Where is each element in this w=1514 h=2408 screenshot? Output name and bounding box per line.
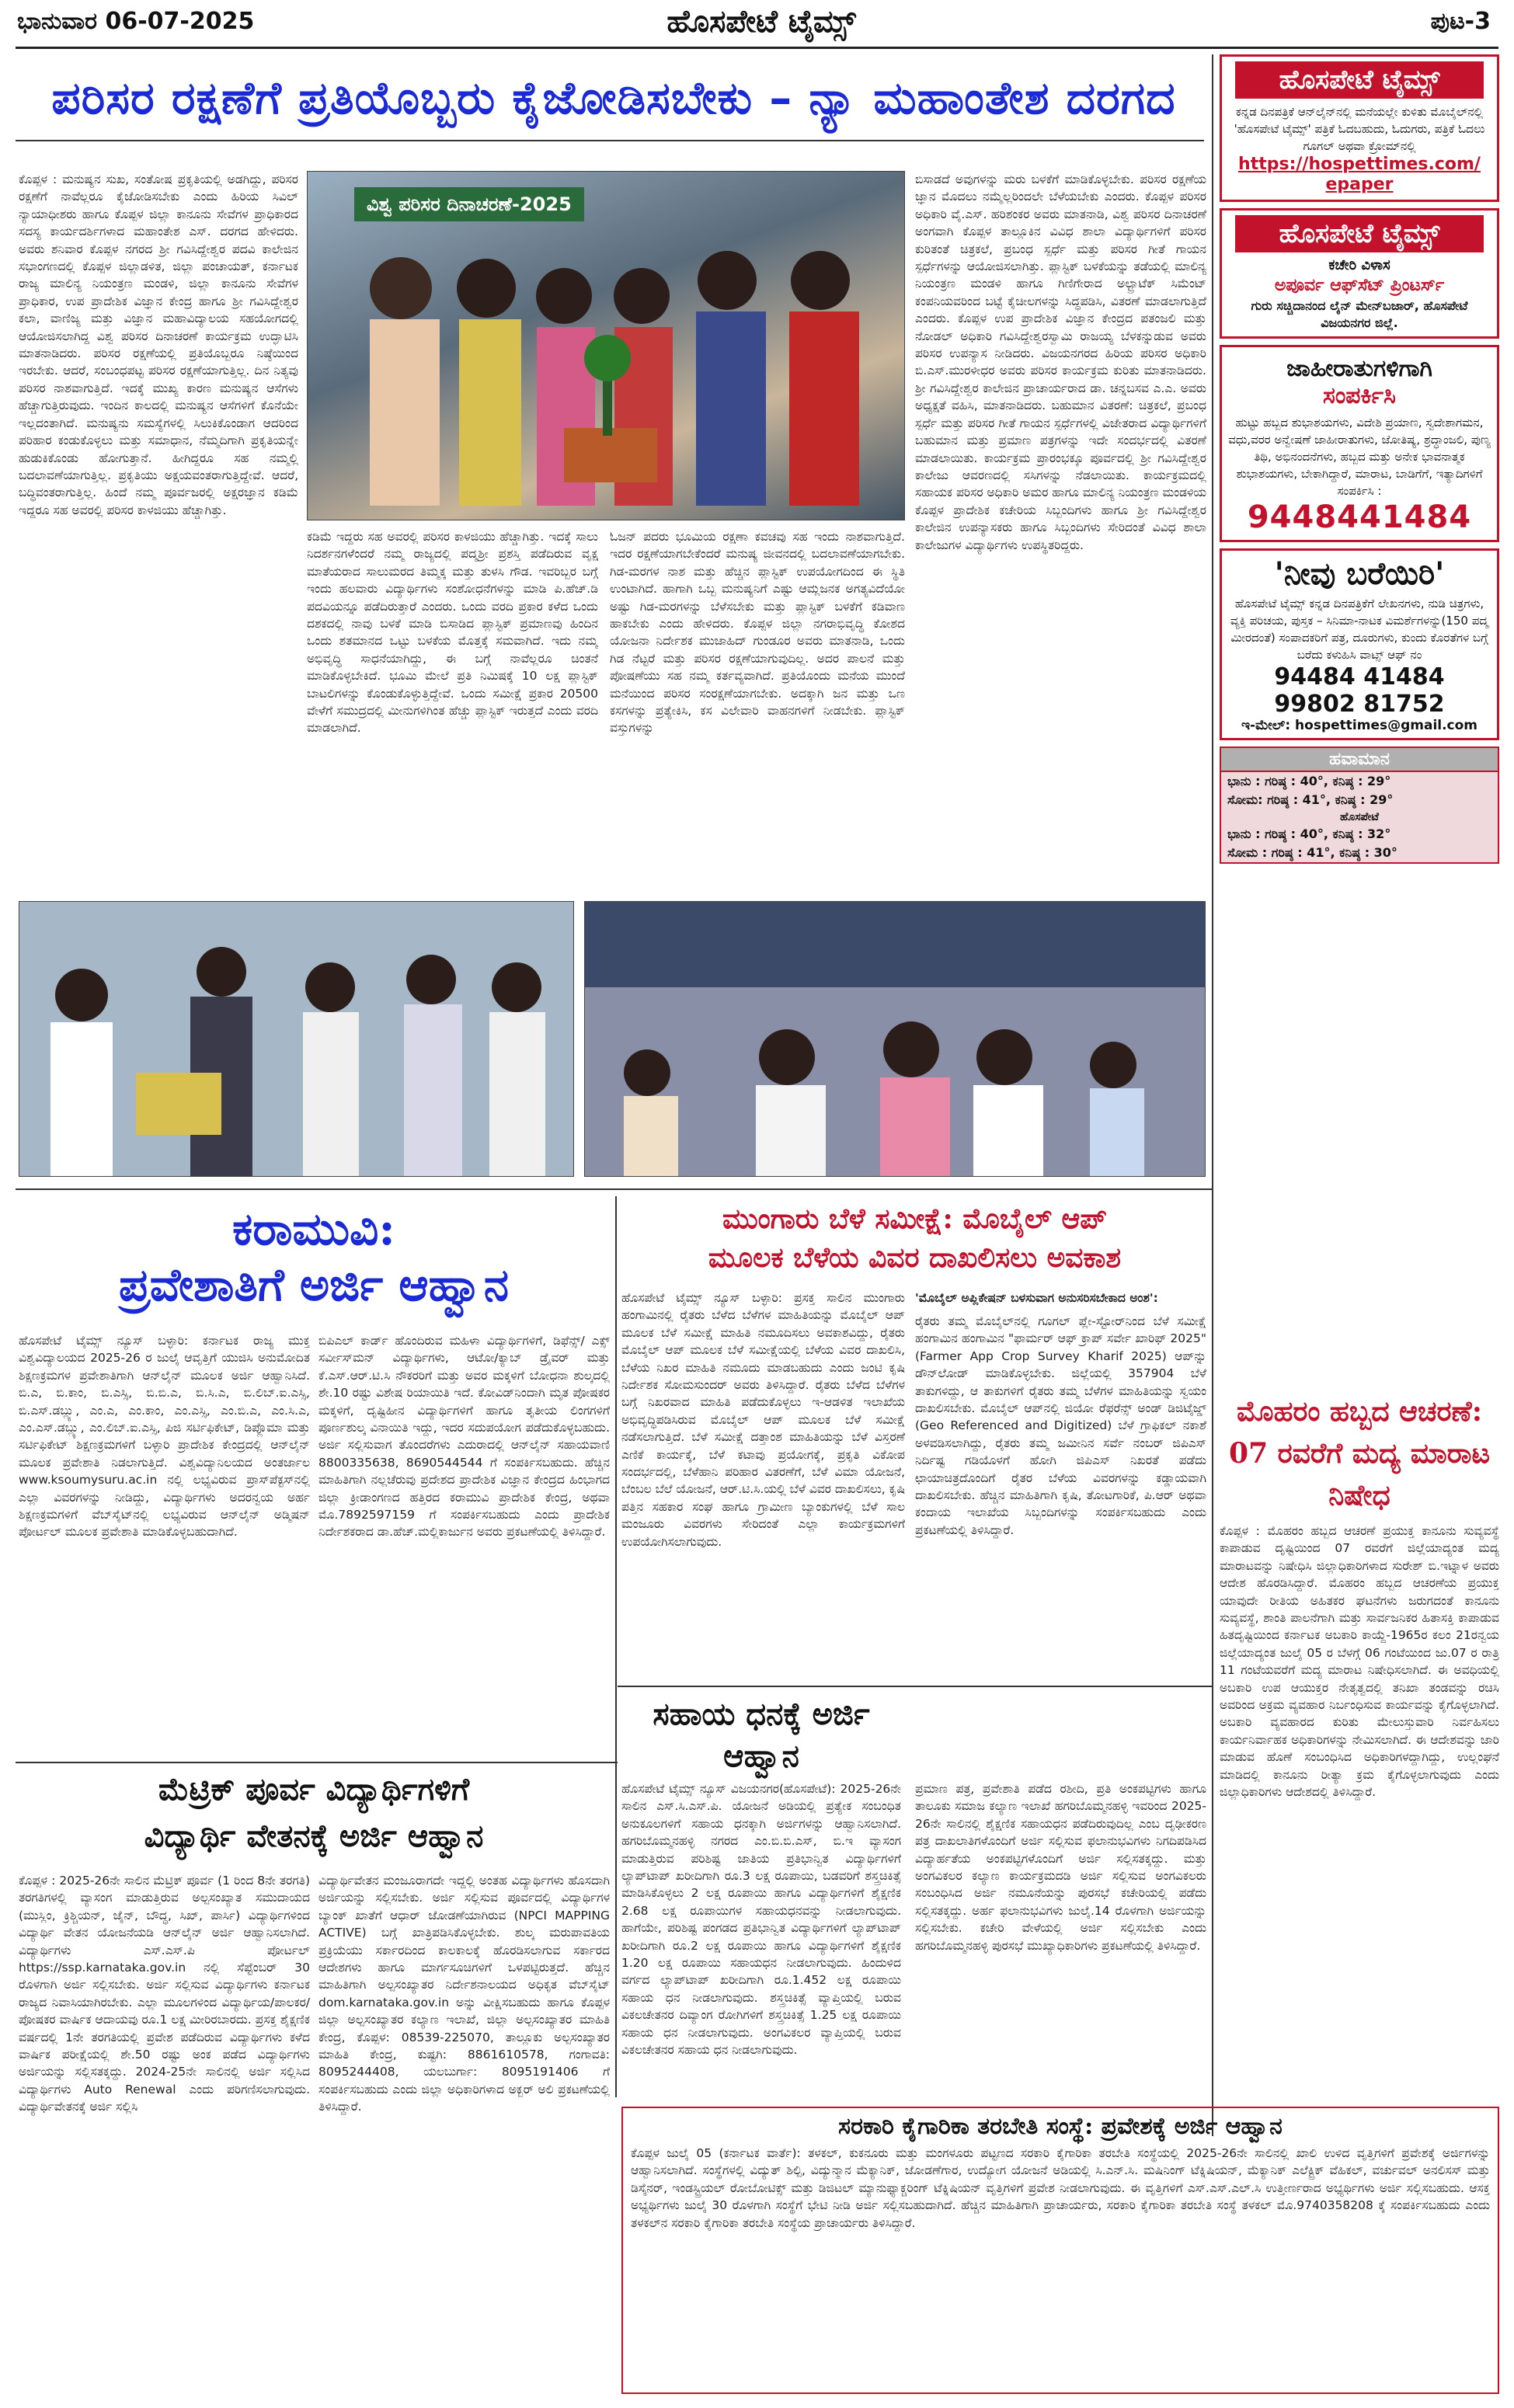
weather-row-2: ಸೋಮ: ಗರಿಷ್ಠ : 41°, ಕನಿಷ್ಠ : 29° (1227, 792, 1394, 807)
metric-title-1: ಮೆಟ್ರಿಕ್ ಪೂರ್ವ ವಿದ್ಯಾರ್ಥಿಗಳಿಗೆ (158, 1771, 470, 1808)
ksou-col-2: ಬಿಪಿಎಲ್ ಕಾರ್ಡ್ ಹೊಂದಿರುವ ಮಹಿಳಾ ವಿದ್ಯಾರ್ಥಿಗಳಿಗೆ, ಡಿಫೆನ್ಸ್/ ಎಕ್ಸ್ ಸರ್ವೀಸ್‌ಮನ್ ವಿದ್ಯಾರ್ಥಿಗಳು, ಆಟೋ/ಕ್ಯಾಬ್ ಡ್ರೈವರ್ ಮತ್ತು ಕೆ.ಎಸ್.ಆರ್.ಟಿ.ಸಿ ನೌಕರರಿಗೆ ಮತ್ತು ಅವರ ಮಕ್ಕಳಿಗೆ ಬೋಧನಾ ಶುಲ್ಕದಲ್ಲಿ ಶೇ.10 ರಷ್ಟು ವಿಶೇಷ ರಿಯಾಯಿತಿ ಇದೆ. ಕೋವಿಡ್‌ನಿಂದಾಗಿ ಮೃತ ಪೋಷಕರ ಮಕ್ಕಳಿಗೆ, ದೃಷ್ಟಿಹೀನ ವಿದ್ಯಾರ್ಥಿಗಳಿಗೆ ಹಾಗೂ ತೃತೀಯ ಲಿಂಗಗಳಿಗೆ ಪೂರ್ಣಶುಲ್ಕ ವಿನಾಯಿತಿ ಇದ್ದು, ಇದರ ಸದುಪಯೋಗ ಪಡೆದುಕೊಳ್ಳಬಹುದು. ಅರ್ಜಿ ಸಲ್ಲಿಸುವಾಗ ತೊಂದರೆಗಳು ಎದುರಾದಲ್ಲಿ ಆನ್‌ಲೈನ್ ಸಹಾಯವಾಣಿ 8800335638, 8690544544 ಗೆ ಸಂಪರ್ಕಿಸಬಹುದು. ಹೆಚ್ಚಿನ ಮಾಹಿತಿಗಾಗಿ ನಲ್ಲಚೆರುವು ಪ್ರದೇಶದ ಪ್ರಾದೇಶಿಕ ವಿಜ್ಞಾನ ಕೇಂದ್ರದ ಹಿಂಭಾಗದ ಜಿಲ್ಲಾ ಕ್ರೀಡಾಂಗಣದ ಹತ್ತಿರದ ಕರಾಮುವಿ ಪ್ರಾದೇಶಿಕ ಕೇಂದ್ರ, ಅಥವಾ ಮೊ.7892597159 ಗೆ ಸಂಪರ್ಕಿಸಬಹುದು ಎಂದು ಪ್ರಾದೇಶಿಕ ನಿರ್ದೇಶಕರಾದ ಡಾ.ಹೆಚ್.ಮಲ್ಲಿಕಾರ್ಜುನ ಅವರು ಪ್ರಕಟಣೆಯಲ್ಲಿ ತಿಳಿಸಿದ್ದಾರೆ. (318, 1334, 610, 1540)
write-to-us-box (1220, 548, 1499, 740)
sarkari-title: ಸರಕಾರಿ ಕೈಗಾರಿಕಾ ತರಬೇತಿ ಸಂಸ್ಥೆ: ಪ್ರವೇಶಕ್ಕೆ ಅರ್ಜಿ ಆಹ್ವಾನ (838, 2113, 1283, 2140)
newspaper-title: ಹೊಸಪೇಟೆ ಟೈಮ್ಸ್ (667, 3, 856, 40)
office-label: ಕಚೇರಿ ವಿಳಾಸ (1328, 257, 1390, 273)
sidebar (1220, 54, 1499, 868)
office-address: ಗುರು ಸಚ್ಚಿದಾನಂದ ಲೈನ್ ಮೇನ್‌ಬಜಾರ್, ಹೊಸಪೇಟೆ ವಿಜಯನಗರ ಜಿಲ್ಲೆ. (1251, 298, 1468, 330)
write-text: ಹೊಸಪೇಟೆ ಟೈಮ್ಸ್ ಕನ್ನಡ ದಿನಪತ್ರಿಕೆಗೆ ಲೇಖನಗಳು, ನುಡಿ ಚಿತ್ರಗಳು, ವ್ಯಕ್ತಿ ಪರಿಚಯ, ಪುಸ್ತಕ – ಸಿನಿಮಾ-ನಾಟಕ ವಿಮರ್ಶೆಗಳನ್ನು(150 ಪದ್ಮ ಮೀರದಂತೆ) ಸಂಪಾದಕರಿಗೆ ಪತ್ರ, ದೂರುಗಳು, ಕುಂದು ಕೊರತೆಗಳ ಬಗ್ಗೆ ಬರೆದು ಕಳುಹಿಸಿ ವಾಟ್ಸ್ ಆಫ್ ನಂ (1230, 597, 1489, 662)
weather-title: ಹವಾಮಾನ (1221, 748, 1498, 772)
epaper-link[interactable]: https://hospettimes.com/ epaper (1238, 155, 1481, 194)
ksou-col-1: ಹೊಸಪೇಟೆ ಟೈಮ್ಸ್ ನ್ಯೂಸ್ ಬಳ್ಳಾರಿ: ಕರ್ನಾಟಕ ರಾಜ್ಯ ಮುಕ್ತ ವಿಶ್ವವಿದ್ಯಾಲಯದ 2025-26 ರ ಜುಲೈ ಆವೃತ್ತಿಗೆ ಯುಜಿಸಿ ಅನುಮೋದಿತ ಶಿಕ್ಷಣಕ್ರಮಗಳ ಪ್ರವೇಶಾತಿಗಾಗಿ ಆನ್‌ಲೈನ್ ಮೂಲಕ ಅರ್ಜಿ ಆಹ್ವಾನಿಸಿದೆ. ಬಿ.ಎ, ಬಿ.ಕಾಂ, ಬಿ.ಎಸ್ಸಿ, ಬಿ.ಬಿ.ಎ, ಬಿ.ಸಿ.ಎ, ಬಿ.ಲಿಬ್.ಐ.ಎಸ್ಸಿ, ಬಿ.ಎಸ್.ಡಬ್ಲ್ಯು, ಎಂ.ಎ, ಎಂ.ಕಾಂ, ಎಂ.ಎಸ್ಸಿ, ಎಂ.ಬಿ.ಎ, ಎಂ.ಸಿ.ಎ, ಎಂ.ಎಸ್.ಡಬ್ಲ್ಯು, ಎಂ.ಲಿಬ್.ಐ.ಎಸ್ಸಿ, ಪಿಜಿ ಸರ್ಟಿಫಿಕೇಟ್, ಡಿಪ್ಲೊಮಾ ಮತ್ತು ಸರ್ಟಿಫಿಕೇಟ್ ಶಿಕ್ಷಣಕ್ರಮಗಳಿಗೆ ಬಳ್ಳಾರಿ ಪ್ರಾದೇಶಿಕ ಕೇಂದ್ರದಲ್ಲಿ ಆನ್‌ಲೈನ್ ಮೂಲಕ ಪ್ರವೇಶಾತಿ ನಿಡಲಾಗುತ್ತಿದೆ. ವಿಶ್ವವಿದ್ಯಾನಿಲಯದ ಅಂತರ್ಜಾಲ www.ksoumysuru.ac.in ನಲ್ಲಿ ಲಭ್ಯವಿರುವ ಪ್ರಾಸ್‌ಪೆಕ್ಟಸ್‌ನಲ್ಲಿ ಎಲ್ಲಾ ವಿವರಗಳನ್ನು ನೀಡಿದ್ದು, ವಿದ್ಯಾರ್ಥಿಗಳು ಅದರನ್ವಯ ಅರ್ಹ ಶಿಕ್ಷಣಕ್ರಮಗಳಿಗೆ ವೆಬ್‌ಸೈಟ್‌ನಲ್ಲಿ ಲಭ್ಯವಿರುವ ಆನ್‌ಲೈನ್ ಅಡ್ಮಿಷನ್ ಪೋರ್ಟಲ್ ಮೂಲಕ ಪ್ರವೇಶಾತಿ ಮಾಡಿಕೊಳ್ಳಬಹುದಾಗಿದೆ. (19, 1334, 310, 1540)
main-story-col-2: ಕಡಿಮೆ ಇದ್ದರು ಸಹ ಅವರಲ್ಲಿ ಪರಿಸರ ಕಾಳಜಿಯು ಹೆಚ್ಚಾಗಿತ್ತು. ಇದಕ್ಕೆ ಸಾಲು ನಿದರ್ಶನಗಳೆಂದರೆ ನಮ್ಮ ರಾಜ್ಯದಲ್ಲಿ ಪದ್ಮಶ್ರೀ ಪ್ರಶಸ್ತಿ ಪಡೆದಿರುವ ವೃಕ್ಷ ಮಾತೆಯರಾದ ಸಾಲುಮರದ ತಿಮ್ಮಕ್ಕ ಮತ್ತು ತುಳಸಿ ಗೌಡ. ಇವರಿಬ್ಬರ ಬಗ್ಗೆ ಇಂದು ಹಲವಾರು ವಿದ್ಯಾರ್ಥಿಗಳು ಸಂಶೋಧನೆಗಳನ್ನು ಮಾಡಿ ಪಿ.ಹೆಚ್.ಡಿ ಪದವಿಯನ್ನೂ ಪಡೆದಿರುತ್ತಾರೆ ಎಂದರು. ಒಂದು ವರದಿ ಪ್ರಕಾರ ಕಳೆದ ಒಂದು ದಶಕದಲ್ಲಿ ನಾವು ಬಳಕೆ ಮಾಡಿ ಬಿಸಾಡಿದ ಪ್ಲಾಸ್ಟಿಕ್ ಪ್ರಮಾಣವು ಹಿಂದಿನ ಒಂದು ಶತಮಾನದ ಒಟ್ಟು ಬಳಕೆಯ ಮೊತ್ತಕ್ಕೆ ಸಮವಾಗಿದೆ. ಇದು ನಮ್ಮ ಅಭಿವೃದ್ಧಿ ಸಾಧನೆಯಾಗಿದ್ದು, ಈ ಬಗ್ಗೆ ನಾವೆಲ್ಲರೂ ಚಿಂತನೆ ಮಾಡಿಕೊಳ್ಳಬೇಕಿದೆ. ಭೂಮಿ ಮೇಲೆ ಪ್ರತಿ ನಿಮಿಷಕ್ಕೆ 10 ಲಕ್ಷ ಪ್ಲಾಸ್ಟಿಕ್ ಬಾಟಲಿಗಳನ್ನು ಕೊಂಡುಕೊಳ್ಳುತ್ತಿದ್ದೇವೆ. ಒಂದು ಸಮೀಕ್ಷೆ ಪ್ರಕಾರ 20500 ವೇಳೆಗೆ ಸಮುದ್ರದಲ್ಲಿ ಮೀನುಗಳಿಗಿಂತ ಹೆಚ್ಚು ಪ್ಲಾಸ್ಟಿಕ್ ಇರುತ್ತದೆ ಎಂದು ವರದಿ ಮಾಡಲಾಗಿದೆ. (307, 530, 598, 736)
write-heading: 'ನೀವು ಬರೆಯಿರಿ' (1274, 555, 1445, 592)
main-story-col-3: ಓಜನ್ ಪದರು ಭೂಮಿಯ ರಕ್ಷಣಾ ಕವಚವು ಸಹ ಇಂದು ನಾಶವಾಗುತ್ತಿದೆ. ಇದರ ರಕ್ಷಣೆಯಾಗಬೇಕೆಂದರೆ ಮನುಷ್ಯ ಜೀವನದಲ್ಲಿ ಬದಲಾವಣೆಯಾಗಬೇಕು. ಗಿಡ-ಮರಗಳ ನಾಶ ಮತ್ತು ಹೆಚ್ಚಿನ ಪ್ಲಾಸ್ಟಿಕ್ ಉಪಯೋಗದಿಂದ ಈ ಸ್ಥಿತಿ ಉಂಟಾಗಿದೆ. ಹಾಗಾಗಿ ಒಬ್ಬ ಮನುಷ್ಯನಿಗೆ ಎಷ್ಟು ಆಮ್ಲಜನಕ ಅಗತ್ಯವಿದೆಯೋ ಅಷ್ಟು ಗಿಡ-ಮರಗಳನ್ನು ಬೆಳೆಸಬೇಕು ಮತ್ತು ಪ್ಲಾಸ್ಟಿಕ್ ಬಳಕೆಗೆ ಕಡಿವಾಣ ಹಾಕಬೇಕು ಎಂದು ಹೇಳಿದರು. ಕೊಪ್ಪಳ ಜಿಲ್ಲಾ ನಗರಾಭಿವೃದ್ಧಿ ಕೋಶದ ಯೋಜನಾ ನಿರ್ದೇಶಕ ಮುಜಾಹಿದ್ ಗುಂಡೂರ ಅವರು ಮಾತನಾಡಿ, ಒಂದು ಗಿಡ ನೆಟ್ಟರೆ ಮತ್ತು ಪರಿಸರ ರಕ್ಷಣೆಯಾಗುವುದಿಲ್ಲ. ಅದರ ಪಾಲನೆ ಮತ್ತು ಪೋಷಣೆಯು ಸಹ ನಮ್ಮ ಕರ್ತವ್ಯವಾಗಿದೆ. ಪ್ರತಿಯೊಂದು ಮನೆಯ ಮುಂದೆ ಮನೆಯಿಂದ ಪರಿಸರ ಸಂರಕ್ಷಣೆಯಾಗಬೇಕು. ಅದಕ್ಕಾಗಿ ಜನ ಮತ್ತು ಒಣ ಕಸಗಳನ್ನು ಪ್ರತ್ಯೇಕಿಸಿ, ಕಸ ವಿಲೇವಾರಿ ವಾಹನಗಳಿಗೆ ನೀಡಬೇಕು. ಪ್ಲಾಸ್ಟಿಕ್ ವಸ್ತುಗಳನ್ನು (610, 530, 905, 736)
email-label: ಇ-ಮೇಲ್: (1241, 718, 1291, 733)
sahaya-col-2: ಪ್ರಮಾಣ ಪತ್ರ, ಪ್ರವೇಶಾತಿ ಪಡೆದ ರಶೀದಿ, ಪ್ರತಿ ಅಂಕಪಟ್ಟಿಗಳು ಹಾಗೂ ತಾಲೂಕು ಸಮಾಜ ಕಲ್ಯಾಣ ಇಲಾಖೆ ಹಗರಿಬೊಮ್ಮನಹಳ್ಳಿ ಇವರಿಂದ 2025-26ನೇ ಸಾಲಿನಲ್ಲಿ ಶೈಕ್ಷಣಿಕ ಸಹಾಯಧನ ಪಡೆದಿರುವುದಿಲ್ಲ ಎಂಬ ದೃಢೀಕರಣ ಪತ್ರ ದಾಖಲಾತಿಗಳೊಂದಿಗೆ ಅರ್ಜಿ ಸಲ್ಲಿಸುವ ಫಲಾನುಭವಿಗಳು ನಿಗದಿಪಡಿಸಿದ ವಿದ್ಯಾರ್ಹತೆಯ ಅಂಕಪಟ್ಟಿಗಳೊಂದಿಗೆ ಅರ್ಜಿ ಸಲ್ಲಿಸತಕ್ಕದ್ದು. ಮತ್ತು ಅಂಗವಿಕಲರ ಕಲ್ಯಾಣ ಕಾರ್ಯಕ್ರಮದಡಿ ಅರ್ಜಿ ಸಲ್ಲಿಸುವ ಅಂಗವಿಕಲರು ಸಂಬಂಧಿಸಿದ ಅರ್ಜಿ ನಮೂನೆಯನ್ನು ಪುರಸಭೆ ಕಚೇರಿಯಲ್ಲಿ ಪಡೆದು ಸಲ್ಲಿಸತಕ್ಕದ್ದು. ಅರ್ಹ ಫಲಾನುಭವಿಗಳು ಜುಲೈ.14 ರೊಳಗಾಗಿ ಅರ್ಜಿಯನ್ನು ಸಲ್ಲಿಸಬೇಕು. ಕಚೇರಿ ವೇಳೆಯಲ್ಲಿ ಅರ್ಜಿ ಸಲ್ಲಿಸಬೇಕು ಎಂದು ಹಗರಿಬೊಮ್ಮನಹಳ್ಳಿ ಪುರಸಭೆ ಮುಖ್ಯಾಧಿಕಾರಿಗಳು ಪ್ರಕಟಣೆಯಲ್ಲಿ ತಿಳಿಸಿದ್ದಾರೆ. (915, 1782, 1206, 1953)
weather-row-4: ಸೋಮ : ಗರಿಷ್ಠ : 41°, ಕನಿಷ್ಠ : 30° (1227, 845, 1397, 860)
mungaru-col-2-heading: 'ಮೊಬೈಲ್ ಅಪ್ಲಿಕೇಷನ್ ಬಳಸುವಾಗ ಅನುಸರಿಸಬೇಕಾದ ಅಂಶ': (915, 1291, 1158, 1305)
weather-row-1: ಭಾನು : ಗರಿಷ್ಠ : 40°, ಕನಿಷ್ಠ : 29° (1227, 774, 1391, 788)
whatsapp-number-1[interactable]: 94484 41484 (1274, 663, 1445, 691)
email-line (1227, 718, 1492, 733)
masthead-rule (16, 47, 1498, 49)
advertise-phone[interactable]: 9448441484 (1247, 499, 1472, 535)
photo-left-illustration (19, 902, 574, 1177)
office-logo: ಹೊಸಪೇಟೆ ಟೈಮ್ಸ್ (1235, 215, 1484, 252)
advertise-box (1220, 345, 1499, 542)
advertise-contact: ಸಂಪರ್ಕಿಸಿ (1323, 382, 1396, 409)
metric-divider (16, 1762, 618, 1763)
event-photo-right (584, 901, 1206, 1177)
metric-title-2: ವಿದ್ಯಾರ್ಥಿ ವೇತನಕ್ಕೆ ಅರ್ಜಿ ಆಹ್ವಾನ (144, 1818, 484, 1854)
photo-people-illustration (308, 172, 905, 520)
headline-rule (16, 140, 1204, 141)
sahaya-col-1: ಹೊಸಪೇಟೆ ಟೈಮ್ಸ್ ನ್ಯೂಸ್ ವಿಜಯನಗರ(ಹೊಸಪೇಟೆ): 2025-26ನೇ ಸಾಲಿನ ಎಸ್.ಸಿ.ಎಸ್.ಪಿ. ಯೋಜನೆ ಅಡಿಯಲ್ಲಿ ಪ್ರತ್ಯೇಕ ಸಂಬಂಧಿತ ಅನುಕೂಲಗಳಿಗೆ ಸಹಾಯ ಧನಕ್ಕಾಗಿ ಅರ್ಜಿಗಳನ್ನು ಆಹ್ವಾನಿಸಲಾಗಿದೆ. ಹಗರಿಬೊಮ್ಮನಹಳ್ಳಿ ನಗರದ ಎಂ.ಬಿ.ಬಿ.ಎಸ್, ಬಿ.ಇ ವ್ಯಾಸಂಗ ಮಾಡುತ್ತಿರುವ ಪರಿಶಿಷ್ಟ ಜಾತಿಯ ಪ್ರತಿಭಾನ್ವಿತ ವಿದ್ಯಾರ್ಥಿಗಳಿಗೆ ಲ್ಯಾಪ್‌ಟಾಪ್ ಖರೀದಿಗಾಗಿ ರೂ.3 ಲಕ್ಷ ರೂಪಾಯಿ, ಬಡವರಿಗೆ ಶಸ್ತ್ರಚಿಕಿತ್ಸೆ ಮಾಡಿಸಿಕೊಳ್ಳಲು 2 ಲಕ್ಷ ರೂಪಾಯಿ ಹಾಗೂ ವಿದ್ಯಾರ್ಥಿಗಳಿಗೆ ಶೈಕ್ಷಣಿಕ 2.68 ಲಕ್ಷ ರೂಪಾಯಿಗಳ ಸಹಾಯಧನವನ್ನು ನೀಡಲಾಗುವುದು. ಹಾಗೆಯೇ, ಪರಿಶಿಷ್ಟ ಪಂಗಡದ ಪ್ರತಿಭಾನ್ವಿತ ವಿದ್ಯಾರ್ಥಿಗಳಿಗೆ ಲ್ಯಾಪ್‌ಟಾಪ್ ಖರೀದಿಗಾಗಿ ರೂ.2 ಲಕ್ಷ ರೂಪಾಯಿ ಹಾಗೂ ವಿದ್ಯಾರ್ಥಿಗಳಿಗೆ ಶೈಕ್ಷಣಿಕ 1.20 ಲಕ್ಷ ರೂಪಾಯಿ ಸಹಾಯಧನ ನೀಡಲಾಗುವುದು. ಹಿಂದುಳಿದ ವರ್ಗದ ಲ್ಯಾಪ್‌ಟಾಪ್ ಖರೀದಿಗಾಗಿ ರೂ.1.452 ಲಕ್ಷ ರೂಪಾಯಿ ಸಹಾಯ ಧನ ನೀಡಲಾಗುವುದು. ಶಸ್ತ್ರಚಿಕಿತ್ಸೆ ವ್ಯಾಪ್ತಿಯಲ್ಲಿ ಬರುವ ವಿಕಲಚೇತನರ ದಿವ್ಯಾಂಗ ರೋಗಿಗಳಿಗೆ ಶಸ್ತ್ರಚಿಕಿತ್ಸೆ 1.25 ಲಕ್ಷ ರೂಪಾಯಿ ಸಹಾಯ ಧನ ನೀಡಲಾಗುವುದು. ಅಂಗವಿಕಲರ ವ್ಯಾಪ್ತಿಯಲ್ಲಿ ಬರುವ ವಿಕಲಚೇತನರ ಸಹಾಯ ಧನ ನೀಡಲಾಗುವುದು. (621, 1782, 901, 2058)
sahaya-divider (618, 1686, 1212, 1687)
epaper-text: ಕನ್ನಡ ದಿನಪತ್ರಿಕೆ ಆನ್‌ಲೈನ್‌ನಲ್ಲಿ ಮನೆಯಲ್ಲೇ ಕುಳಿತು ಮೊಬೈಲ್‌ನಲ್ಲಿ 'ಹೊಸಪೇಟೆ ಟೈಮ್ಸ್' ಪತ್ರಿಕೆ ಓದಬಹುದು, ಓದುಗರು, ಪತ್ರಿಕೆ ಓದಲು ಗೂಗಲ್ ಅಥವಾ ಕ್ರೋಮ್‌ನಲ್ಲಿ (1234, 105, 1485, 153)
sidebar-divider (1212, 54, 1213, 2136)
main-story-col-1: ಕೊಪ್ಪಳ : ಮನುಷ್ಯನ ಸುಖ, ಸಂತೋಷ ಪ್ರಕೃತಿಯಲ್ಲಿ ಅಡಗಿದ್ದು, ಪರಿಸರ ರಕ್ಷಣೆಗೆ ನಾವೆಲ್ಲರೂ ಕೈಜೋಡಿಸಬೇಕು ಎಂದು ಹಿರಿಯ ಸಿವಿಲ್ ನ್ಯಾಯಾಧೀಶರು ಹಾಗೂ ಕೊಪ್ಪಳ ಜಿಲ್ಲಾ ಕಾನೂನು ಸೇವೆಗಳ ಪ್ರಾಧಿಕಾರದ ಸದಸ್ಯ ಕಾರ್ಯದರ್ಶಿಗಳಾದ ಮಹಾಂತೇಶ ಎಸ್. ದರಗದ ಹೇಳಿದರು. ಅವರು ಶನಿವಾರ ಕೊಪ್ಪಳ ನಗರದ ಶ್ರೀ ಗವಿಸಿದ್ದೇಶ್ವರ ಪದವಿ ಕಾಲೇಜಿನ ಸಭಾಂಗಣದಲ್ಲಿ ಕೊಪ್ಪಳ ಜಿಲ್ಲಾಡಳಿತ, ಜಿಲ್ಲಾ ಪಂಚಾಯತ್, ಕರ್ನಾಟಕ ರಾಜ್ಯ ಮಾಲಿನ್ಯ ನಿಯಂತ್ರಣ ಮಂಡಳಿ, ಜಿಲ್ಲಾ ಕಾನೂನು ಸೇವೆಗಳ ಪ್ರಾಧಿಕಾರ, ಉಪ ಪ್ರಾದೇಶಿಕ ವಿಜ್ಞಾನ ಕೇಂದ್ರ ಹಾಗೂ ಶ್ರೀ ಗವಿಸಿದ್ದೇಶ್ವರ ಕಲಾ, ವಾಣಿಜ್ಯ ಮತ್ತು ವಿಜ್ಞಾನ ಮಹಾವಿದ್ಯಾಲಯ ಸಹಯೋಗದಲ್ಲಿ ಆಯೋಜಿಸಲಾಗಿದ್ದ ವಿಶ್ವ ಪರಿಸರ ದಿನಾಚರಣೆ ಕಾರ್ಯಕ್ರಮ ಉದ್ಘಾಟಿಸಿ ಮಾತನಾಡಿದರು. ಪರಿಸರ ರಕ್ಷಣೆಯಲ್ಲಿ ಪ್ರತಿಯೊಬ್ಬರೂ ನಿಷ್ಠೆಯಿಂದ ಇರಬೇಕು. ಆದರೆ, ಸಂಬಂಧಪಟ್ಟ ಪರಿಸರ ರಕ್ಷಣೆಯಾಗುತ್ತಿಲ್ಲ. ದಿನ ನಿತ್ಯವು ಪರಿಸರ ನಾಶವಾಗುತ್ತಿದೆ. ಇದಕ್ಕೆ ಮುಖ್ಯ ಕಾರಣ ಮನುಷ್ಯನ ಆಸೆಗಳು ಹೆಚ್ಚಾಗುತ್ತಿರುವುದು. ಇಂದಿನ ಕಾಲದಲ್ಲಿ ಮನುಷ್ಯನ ಆಸೆಗಳಿಗೆ ಕೊನೆಯೇ ಇಲ್ಲದಂತಾಗಿದೆ. ಮನುಷ್ಯನು ಸಮಸ್ಯೆಗಳಲ್ಲಿ ಸಿಲುಕಿಕೊಂಡಾಗ ಆದರಿಂದ ಪರಿಹಾರ ಕಂಡುಕೊಳ್ಳಲು ಮತ್ತು ಸಮಾಧಾನ, ನೆಮ್ಮದಿಗಾಗಿ ಪ್ರಕೃತಿಯನ್ನೇ ಹುಡುಕಿಕೊಂಡು ಹೋಗುತ್ತಾನೆ. ಹೀಗಿದ್ದರೂ ಸಹ ನಮ್ಮಲ್ಲಿ ಬದಲಾವಣೆಯಾಗುತ್ತಿಲ್ಲ. ಪ್ರಕೃತಿಯು ಅಕ್ಷಯವಂತರಾಗುತ್ತಿದ್ದೇವೆ. ಆದರೆ, ಬದ್ಧಿವಂತರಾಗುತ್ತಿಲ್ಲ. ಹಿಂದೆ ನಮ್ಮ ಪೂರ್ವಜರಲ್ಲಿ ಅಕ್ಷರಜ್ಞಾನ ಕಡಿಮೆ ಇದ್ದರೂ ಸಹ ಅವರಲ್ಲಿ ಪರಿಸರ ಕಾಳಜಿಯು ಹೆಚ್ಚಾಗಿತ್ತು. (19, 172, 298, 517)
printer-name: ಅಪೂರ್ವ ಆಫ್‌ಸೆಟ್ ಪ್ರಿಂಟರ್ಸ್ (1274, 276, 1445, 295)
ksou-title-1: ಕರಾಮುವಿ: (232, 1202, 395, 1255)
weather-row-3: ಭಾನು : ಗರಿಷ್ಠ : 40°, ಕನಿಷ್ಠ : 32° (1227, 826, 1391, 841)
mungaru-col-2: ರೈತರು ತಮ್ಮ ಮೊಬೈಲ್‌ನಲ್ಲಿ ಗೂಗಲ್ ಪ್ಲೇ-ಸ್ಟೋರ್‌ನಿಂದ ಬೆಳೆ ಸಮೀಕ್ಷೆ ಹಂಗಾಮಿನ ಹಂಗಾಮಿನ "ಫಾರ್ಮರ್ ಆಫ್ ಕ್ರಾಪ್ ಸರ್ವೇ ಖಾರಿಫ್ 2025" (Farmer App Crop Survey Kharif 2025) ಆಪ್‌ನ್ನು ಡೌನ್‌ಲೋಡ್ ಮಾಡಿಕೊಳ್ಳಬೇಕು. ಜಿಲ್ಲೆಯಲ್ಲಿ 357904 ಬೆಳೆ ತಾಕುಗಳಿದ್ದು, ಆ ತಾಕುಗಳಿಗೆ ರೈತರು ತಮ್ಮ ಬೆಳೆಗಳ ಮಾಹಿತಿಯನ್ನು ಸ್ವಯಂ ದಾಖಲಿಸಬೇಕು. ಮೊಬೈಲ್ ಆಪ್‌ನಲ್ಲಿ ಜಿಯೋ ರೆಫರೆನ್ಸ್ ಅಂಡ್ ಡಿಜಿಟೈಜ್ಡ್ (Geo Referenced and Digitized) ಬೆಳೆ ಗ್ರಾಫಿಕಲ್ ನಕಾಶೆ ಅಳವಡಿಸಲಾಗಿದ್ದು, ರೈತರು ತಮ್ಮ ಜಮೀನಿನ ಸರ್ವೆ ನಂಬರ್ ಜಿಪಿಎಸ್ ನಿರ್ದಿಷ್ಟ ಗಡಿಯೊಳಗೆ ಹೋಗಿ ಜಿಪಿಎಸ್ ನಿಖರತೆ ಪಡೆದು ಛಾಯಾಚಿತ್ರದೊಂದಿಗೆ ರೈತರ ಬೆಳೆಯ ವಿವರಗಳನ್ನು ಕಡ್ಡಾಯವಾಗಿ ದಾಖಲಿಸಬೇಕು. ಹೆಚ್ಚಿನ ಮಾಹಿತಿಗಾಗಿ ಕೃಷಿ, ತೋಟಗಾರಿಕೆ, ಪಿ.ಆರ್ ಅಥವಾ ಕಂದಾಯ ಇಲಾಖೆಯ ಸಿಬ್ಬಂದಿಗಳನ್ನು ಸಂಪರ್ಕಿಸಬಹುದು ಎಂದು ಪ್ರಕಟಣೆಯಲ್ಲಿ ತಿಳಿಸಿದ್ದಾರೆ. (915, 1314, 1206, 1537)
mungaru-title-2: ಮೂಲಕ ಬೆಳೆಯ ವಿವರ ದಾಖಲಿಸಲು ಅವಕಾಶ (708, 1241, 1122, 1274)
whatsapp-number-2[interactable]: 99802 81752 (1274, 691, 1445, 718)
weather-box (1220, 746, 1499, 864)
moharam-body: ಕೊಪ್ಪಳ : ಮೊಹರಂ ಹಬ್ಬದ ಆಚರಣೆ ಪ್ರಯುಕ್ತ ಕಾನೂನು ಸುವ್ಯವಸ್ಥೆ ಕಾಪಾಡುವ ದೃಷ್ಟಿಯಿಂದ 07 ರವರೆಗೆ ಜಿಲ್ಲೆಯಾದ್ಯಂತ ಮದ್ಯ ಮಾರಾಟವನ್ನು ನಿಷೇಧಿಸಿ ಜಿಲ್ಲಾಧಿಕಾರಿಗಳಾದ ಸುರೇಶ್ ಬಿ.ಇಟ್ನಾಳ ಅವರು ಆದೇಶ ಹೊರಡಿಸಿದ್ದಾರೆ. ಮೊಹರಂ ಹಬ್ಬದ ಆಚರಣೆಯ ಪ್ರಯುಕ್ತ ಯಾವುದೇ ರೀತಿಯ ಅಹಿತಕರ ಘಟನೆಗಳು ಜರುಗದಂತೆ ಕಾನೂನು ಸುವ್ಯವಸ್ಥೆ, ಶಾಂತಿ ಪಾಲನೆಗಾಗಿ ಮತ್ತು ಸಾರ್ವಜನಿಕರ ಹಿತಾಸಕ್ತಿ ಕಾಪಾಡುವ ಹಿತದೃಷ್ಟಿಯಿಂದ ಕರ್ನಾಟಕ ಅಬಕಾರಿ ಕಾಯ್ದೆ-1965ರ ಕಲಂ 21ರನ್ವಯ ಜಿಲ್ಲೆಯಾದ್ಯಂತ ಜುಲೈ 05 ರ ಬೆಳಗ್ಗೆ 06 ಗಂಟೆಯಿಂದ ಜು.07 ರ ರಾತ್ರಿ 11 ಗಂಟೆಯವರೆಗೆ ಮದ್ಯ ಮಾರಾಟ ನಿಷೇಧಿಸಲಾಗಿದೆ. ಈ ಅವಧಿಯಲ್ಲಿ ಅಬಕಾರಿ ಉಪ ಆಯುಕ್ತರ ನೇತೃತ್ವದಲ್ಲಿ ತನಿಖಾ ತಂಡವನ್ನು ರಚಿಸಿ ಅವರಿಂದ ಅಕ್ರಮ ವ್ಯವಹಾರ ನಿರ್ಬಂಧಿಸುವ ಕಾರ್ಯವನ್ನು ಕೈಗೊಳ್ಳಲಾಗಿದೆ. ಅಬಕಾರಿ ವ್ಯವಹಾರದ ಕುರಿತು ಮೇಲುಸ್ತುವಾರಿ ನಿರ್ವಹಿಸಲು ಕಾರ್ಯನಿರ್ವಾಹಕ ಅಧಿಕಾರಿಗಳನ್ನು ನೇಮಿಸಲಾಗಿದೆ. ಈ ಆದೇಶವನ್ನು ಜಾರಿ ಮಾಡುವ ಹೊಣೆ ಸಂಬಂಧಿಸಿದ ಅಧಿಕಾರಿಗಳದ್ದಾಗಿದ್ದು, ಉಲ್ಲಂಘನೆ ಮಾಡಿದಲ್ಲಿ ಕಾನೂನು ರೀತ್ಯಾ ಕ್ರಮ ಕೈಗೊಳ್ಳಲಾಗುವುದು ಎಂದು ಜಿಲ್ಲಾಧಿಕಾರಿಗಳು ಆದೇಶದಲ್ಲಿ ತಿಳಿಸಿದ್ದಾರೆ. (1220, 1524, 1499, 1800)
page-date: ಭಾನುವಾರ 06-07-2025 (17, 8, 255, 35)
ksou-title-2: ಪ್ರವೇಶಾತಿಗೆ ಅರ್ಜಿ ಆಹ್ವಾನ (119, 1258, 509, 1311)
page-number: ಪುಟ-3 (1430, 8, 1491, 35)
sarkari-box (621, 2107, 1499, 2394)
sarkari-body: ಕೊಪ್ಪಳ ಜುಲೈ 05 (ಕರ್ನಾಟಕ ವಾರ್ತೆ): ತಳಕಲ್, ಕುಕನೂರು ಮತ್ತು ಮಂಗಳೂರು ಪಟ್ಟಣದ ಸರಕಾರಿ ಕೈಗಾರಿಕಾ ತರಬೇತಿ ಸಂಸ್ಥೆಯಲ್ಲಿ 2025-26ನೇ ಸಾಲಿನಲ್ಲಿ ಖಾಲಿ ಉಳಿದ ವೃತ್ತಿಗಳಿಗೆ ಪ್ರವೇಶಕ್ಕೆ ಅರ್ಜಿಗಳನ್ನು ಆಹ್ವಾನಿಸಲಾಗಿದೆ. ಸಂಸ್ಥೆಗಳಲ್ಲಿ ವಿದ್ಯುತ್ ಶಿಲ್ಪಿ, ವಿದ್ಯುನ್ಮಾನ ಮೆಕ್ಯಾನಿಕ್, ಜೋಡಣೆಗಾರ, ಉದ್ಯೋಗ ಯೋಜನೆ ಅಡಿಯಲ್ಲಿ ಸಿ.ಎನ್.ಸಿ. ಮಷಿನಿಂಗ್ ಟೆಕ್ನಿಷಿಯನ್, ಮೆಕ್ಯಾನಿಕ್ ಎಲೆಕ್ಟ್ರಿಕ್ ವೆಹಿಕಲ್, ವರ್ಚುವಲ್ ಅನಲಿಸಸ್ ಮತ್ತು ಡಿಸೈನರ್, ಇಂಡಸ್ಟ್ರಿಯಲ್ ರೋಬೋಟಿಕ್ಸ್ ಮತ್ತು ಡಿಜಿಟಲ್ ಮ್ಯಾನುಫ್ಯಾಕ್ಚರಿಂಗ್ ಟೆಕ್ನಿಷಿಯನ್ ವೃತ್ತಿಗಳಿಗೆ ಪ್ರವೇಶ ನೀಡಲಾಗುವುದು. ಈ ವೃತ್ತಿಗಳಿಗೆ ಎಸ್.ಎಸ್.ಎಲ್.ಸಿ ಉತ್ತೀರ್ಣರಾದ ಅಭ್ಯರ್ಥಿಗಳು ಅರ್ಜಿ ಸಲ್ಲಿಸಬಹುದು. ಆಸಕ್ತ ಅಭ್ಯರ್ಥಿಗಳು ಜುಲೈ 30 ರೊಳಗಾಗಿ ಸಂಸ್ಥೆಗೆ ಭೇಟಿ ನೀಡಿ ಅರ್ಜಿ ಸಲ್ಲಿಸಬಹುದಾಗಿದೆ. ಹೆಚ್ಚಿನ ಮಾಹಿತಿಗಾಗಿ ಪ್ರಾಚಾರ್ಯರು, ಸರಕಾರಿ ಕೈಗಾರಿಕಾ ತರಬೇತಿ ಸಂಸ್ಥೆ ತಳಕಲ್ ಮೊ.9740358208 ಕ್ಕೆ ಸಂಪರ್ಕಿಸಬಹುದು ಎಂದು ತಳಕಲ್‌ನ ಸರಕಾರಿ ಕೈಗಾರಿಕಾ ತರಬೇತಿ ಸಂಸ್ಥೆಯ ಪ್ರಾಚಾರ್ಯರು ತಿಳಿಸಿದ್ದಾರೆ. (631, 2146, 1490, 2230)
metric-col-1: ಕೊಪ್ಪಳ : 2025-26ನೇ ಸಾಲಿನ ಮೆಟ್ರಿಕ್ ಪೂರ್ವ (1 ರಿಂದ 8ನೇ ತರಗತಿ) ತರಗತಿಗಳಲ್ಲಿ ವ್ಯಾಸಂಗ ಮಾಡುತ್ತಿರುವ ಅಲ್ಪಸಂಖ್ಯಾತ ಸಮುದಾಯದ (ಮುಸ್ಲಿಂ, ಕ್ರಿಶ್ಚಿಯನ್, ಜೈನ್, ಬೌದ್ಧ, ಸಿಖ್, ಪಾರ್ಸಿ) ವಿದ್ಯಾರ್ಥಿಗಳಿಂದ ವಿದ್ಯಾರ್ಥಿ ವೇತನ ಯೋಜನೆಯಡಿ ಆನ್‌ಲೈನ್ ಅರ್ಜಿ ಆಹ್ವಾನಿಸಲಾಗಿದೆ. ವಿದ್ಯಾರ್ಥಿಗಳು ಎಸ್.ಎಸ್.ಪಿ ಪೋರ್ಟಲ್ https://ssp.karnataka.gov.in ನಲ್ಲಿ ಸೆಪ್ಟೆಂಬರ್ 30 ರೊಳಗಾಗಿ ಅರ್ಜಿ ಸಲ್ಲಿಸಬೇಕು. ಅರ್ಜಿ ಸಲ್ಲಿಸುವ ವಿದ್ಯಾರ್ಥಿಗಳು ಕರ್ನಾಟಕ ರಾಜ್ಯದ ನಿವಾಸಿಯಾಗಿರಬೇಕು. ಎಲ್ಲಾ ಮೂಲಗಳಿಂದ ವಿದ್ಯಾರ್ಥಿಯ/ಪಾಲಕರ/ಪೋಷಕರ ವಾರ್ಷಿಕ ಆದಾಯವು ರೂ.1 ಲಕ್ಷ ಮೀರಿರಬಾರದು. ಪ್ರಸಕ್ತ ಶೈಕ್ಷಣಿಕ ವರ್ಷದಲ್ಲಿ 1ನೇ ತರಗತಿಯಲ್ಲಿ ಪ್ರವೇಶ ಪಡೆದಿರುವ ವಿದ್ಯಾರ್ಥಿಗಳು ಕಳೆದ ವಾರ್ಷಿಕ ಪರೀಕ್ಷೆಯಲ್ಲಿ ಶೇ.50 ರಷ್ಟು ಅಂಕ ಪಡೆದ ವಿದ್ಯಾರ್ಥಿಗಳು ಅರ್ಜಿಯನ್ನು ಸಲ್ಲಿಸತಕ್ಕದ್ದು. 2024-25ನೇ ಸಾಲಿನಲ್ಲಿ ಅರ್ಜಿ ಸಲ್ಲಿಸಿದ ವಿದ್ಯಾರ್ಥಿಗಳು Auto Renewal ಎಂದು ಪರಿಗಣಿಸಲಾಗುವುದು. ವಿದ್ಯಾರ್ಥಿವೇತನಕ್ಕೆ ಅರ್ಜಿ ಸಲ್ಲಿಸಿ (19, 1874, 310, 2114)
epaper-logo: ಹೊಸಪೇಟೆ ಟೈಮ್ಸ್ (1235, 61, 1484, 99)
main-photo (307, 171, 905, 520)
moharam-title: ಮೊಹರಂ ಹಬ್ಬದ ಆಚರಣೆ: 07 ರವರೆಗೆ ಮದ್ಯ ಮಾರಾಟ ನಿಷೇಧ (1229, 1395, 1490, 1512)
photo-right-illustration (585, 902, 1206, 1177)
photo-banner: ವಿಶ್ವ ಪರಿಸರ ದಿನಾಚರಣೆ-2025 (354, 187, 584, 221)
advertise-text: ಹುಟ್ಟು ಹಬ್ಬದ ಶುಭಾಶಯಗಳು, ವಿದೇಶಿ ಪ್ರಯಾಣ, ಸ್ವದೇಶಾಗಮನ, ವಧು,ವರರ ಅನ್ವೇಷಣೆ ಜಾಹೀರಾತುಗಳು, ಜೋತಿಷ್ಯ, ಶ್ರದ್ಧಾಂಜಲಿ, ಪುಣ್ಯ ತಿಥಿ, ಅಭಿನಂದನೆಗಳು, ಹಬ್ಬದ ಮತ್ತು ಅನೇಕ ಭಾವನಾತ್ಮಕ ಶುಭಾಶಯಗಳು, ಬೇಕಾಗಿದ್ದಾರೆ, ಮಾರಾಟ, ಬಾಡಿಗೆಗೆ, ಇತ್ಯಾದಿಗಳಿಗೆ ಸಂಪರ್ಕಿಸಿ : (1228, 416, 1491, 498)
advertise-heading: ಜಾಹೀರಾತುಗಳಿಗಾಗಿ (1286, 355, 1432, 382)
office-address-box (1220, 208, 1499, 339)
mungaru-title-1: ಮುಂಗಾರು ಬೆಳೆ ಸಮೀಕ್ಷೆ: ಮೊಬೈಲ್ ಆಪ್ (722, 1202, 1107, 1235)
mid-divider (615, 1196, 617, 2097)
epaper-ad-box (1220, 54, 1499, 202)
sahaya-title: ಸಹಾಯ ಧನಕ್ಕೆ ಅರ್ಜಿ ಆಹ್ವಾನ (653, 1696, 870, 1774)
main-story-col-4: ಬಿಸಾಡದೆ ಅವುಗಳನ್ನು ಮರು ಬಳಕೆಗೆ ಮಾಡಿಕೊಳ್ಳಬೇಕು. ಪರಿಸರ ರಕ್ಷಣೆಯ ಜ್ಞಾನ ಮೊದಲು ನಮ್ಮೆಲ್ಲರಿಂದಲೇ ಬೆಳೆಯಬೇಕು ಎಂದರು. ಕೊಪ್ಪಳ ಪರಿಸರ ಅಧಿಕಾರಿ ವೈ.ಎಸ್. ಹರಿಶಂಕರ ಅವರು ಮಾತನಾಡಿ, ವಿಶ್ವ ಪರಿಸರ ದಿನಾಚರಣೆ ಅಂಗವಾಗಿ ಕೊಪ್ಪಳ ತಾಲ್ಲೂಕಿನ ವಿವಿಧ ಶಾಲಾ ವಿದ್ಯಾರ್ಥಿಗಳಿಗೆ ಪರಿಸರ ಕುರಿತಂತೆ ಚಿತ್ರಕಲೆ, ಪ್ರಬಂಧ ಸ್ಪರ್ಧೆ ಮತ್ತು ಪರಿಸರ ಗೀತೆ ಗಾಯನ ಸ್ಪರ್ಧೆಗಳನ್ನು ಆಯೋಜಿಸಲಾಗಿತ್ತು. ಪ್ಲಾಸ್ಟಿಕ್ ಬಳಕೆಯನ್ನು ತಡೆಯಲ್ಲಿ ಮಾಲಿನ್ಯ ನಿಯಂತ್ರಣ ಮಂಡಳಿ ಹಾಗೂ ಗಿಣಿಗೇರಾದ ಅಲ್ಟ್ರಾಟೆಕ್ ಸಿಮೆಂಟ್ ಕಂಪನಿಯವರಿಂದ ಬಟ್ಟೆ ಕೈಚೀಲಗಳನ್ನು ಸಿದ್ಧಪಡಿಸಿ, ವಿತರಣೆ ಮಾಡಲಾಗುತ್ತಿದೆ ಎಂದರು. ಕೊಪ್ಪಳ ಉಪ ಪ್ರಾದೇಶಿಕ ವಿಜ್ಞಾನ ಕೇಂದ್ರದ ಪತಂಜಲಿ ಮತ್ತು ನೋಡಲ್ ಅಧಿಕಾರಿ ಗವಿಸಿದ್ದೇಶ್ವರಸ್ವಾಮಿ ರಾಜಯ್ಯ ಬೆಳಕನ್ನುಡುವ ಅವರು ಪರಿಸರ ಉಪನ್ಯಾಸ ನೀಡಿದರು. ವಿಜಯನಗರದ ಹಿರಿಯ ಪರಿಸರ ಅಧಿಕಾರಿ ಬಿ.ಎಸ್.ಮುರಳೀಧರ ಅವರು ಪರಿಸರ ಕಾರ್ಯಕ್ರಮ ಕುರಿತು ಮಾತನಾಡಿದರು. ಶ್ರೀ ಗವಿಸಿದ್ದೇಶ್ವರ ಕಾಲೇಜಿನ ಪ್ರಾಚಾರ್ಯರಾದ ಡಾ. ಚನ್ನಬಸವ ಎ.ಎ. ಅವರು ಅಧ್ಯಕ್ಷತೆ ವಹಿಸಿ, ಮಾತನಾಡಿದರು. ಬಹುಮಾನ ವಿತರಣೆ: ಚಿತ್ರಕಲೆ, ಪ್ರಬಂಧ ಸ್ಪರ್ಧೆ ಮತ್ತು ಪರಿಸರ ಗೀತೆ ಗಾಯನ ಸ್ಪರ್ಧೆಗಳಲ್ಲಿ ವಿಜೇತರಾದ ವಿದ್ಯಾರ್ಥಿಗಳಿಗೆ ಬಹುಮಾನ ಮತ್ತು ಪ್ರಮಾಣ ಪತ್ರಗಳನ್ನು ಇದೇ ಸಂದರ್ಭದಲ್ಲಿ ವಿತರಣೆ ಮಾಡಲಾಯಿತು. ಕಾರ್ಯಕ್ರಮ ಪ್ರಾರಂಭಕ್ಕೂ ಪೂರ್ವದಲ್ಲಿ ಶ್ರೀ ಗವಿಸಿದ್ದೇಶ್ವರ ಕಾಲೇಜು ಆವರಣದಲ್ಲಿ ಸಸಿಗಳನ್ನು ನೆಡಲಾಯಿತು. ಕಾರ್ಯಕ್ರಮದಲ್ಲಿ ಸಹಾಯಕ ಪರಿಸರ ಅಧಿಕಾರಿ ಅಮರ ಹಾಗೂ ಮಾಲಿನ್ಯ ನಿಯಂತ್ರಣ ಮಂಡಳಿಯ ಕೊಪ್ಪಳ ಪ್ರಾದೇಶಿಕ ಕಚೇರಿಯ ಸಿಬ್ಬಂದಿಗಳು ಹಾಗೂ ಶ್ರೀ ಗವಿಸಿದ್ದೇಶ್ವರ ಕಾಲೇಜಿನ ಉಪನ್ಯಾಸಕರು ಹಾಗೂ ಸಿಬ್ಬಂದಿಗಳು ಸೇರಿದಂತೆ ವಿವಿಧ ಶಾಲಾ ಕಾಲೇಜುಗಳ ವಿದ್ಯಾರ್ಥಿಗಳು ಉಪಸ್ಥಿತರಿದ್ದರು. (915, 172, 1206, 552)
metric-col-2: ವಿದ್ಯಾರ್ಥಿವೇತನ ಮಂಜೂರಾಗದೇ ಇದ್ದಲ್ಲಿ ಅಂತಹ ವಿದ್ಯಾರ್ಥಿಗಳು ಹೊಸದಾಗಿ ಅರ್ಜಿಯನ್ನು ಸಲ್ಲಿಸಬೇಕು. ಅರ್ಜಿ ಸಲ್ಲಿಸುವ ಪೂರ್ವದಲ್ಲಿ ವಿದ್ಯಾರ್ಥಿಗಳ ಬ್ಯಾಂಕ್ ಖಾತೆಗೆ ಆಧಾರ್ ಜೋಡಣೆಯಾಗಿರುವ (NPCI MAPPING ACTIVE) ಬಗ್ಗೆ ಖಾತ್ರಿಪಡಿಸಿಕೊಳ್ಳಬೇಕು. ಶುಲ್ಕ ಮರುಪಾವತಿಯ ಪ್ರಕ್ರಿಯೆಯು ಸರ್ಕಾರದಿಂದ ಕಾಲಕಾಲಕ್ಕೆ ಹೊರಡಿಸಲಾಗುವ ಸರ್ಕಾರದ ಆದೇಶಗಳು ಹಾಗೂ ಮಾರ್ಗಸೂಚಿಗಳಿಗೆ ಒಳಪಟ್ಟಿರುತ್ತದೆ. ಹೆಚ್ಚಿನ ಮಾಹಿತಿಗಾಗಿ ಅಲ್ಪಸಂಖ್ಯಾತರ ನಿರ್ದೇಶನಾಲಯದ ಅಧಿಕೃತ ವೆಬ್‌ಸೈಟ್ dom.karnataka.gov.in ಅನ್ನು ವೀಕ್ಷಿಸಬಹುದು ಹಾಗೂ ಕೊಪ್ಪಳ ಜಿಲ್ಲಾ ಅಲ್ಪಸಂಖ್ಯಾತರ ಕಲ್ಯಾಣ ಇಲಾಖೆ, ಜಿಲ್ಲಾ ಅಲ್ಪಸಂಖ್ಯಾತರ ಮಾಹಿತಿ ಕೇಂದ್ರ, ಕೊಪ್ಪಳ: 08539-225070, ತಾಲ್ಲೂಕು ಅಲ್ಪಸಂಖ್ಯಾತರ ಮಾಹಿತಿ ಕೇಂದ್ರ, ಕುಷ್ಟಗಿ: 8861610578, ಗಂಗಾವತಿ: 8095244408, ಯಲಬುರ್ಗಾ: 8095191406 ಗೆ ಸಂಪರ್ಕಿಸಬಹುದು ಎಂದು ಜಿಲ್ಲಾ ಅಧಿಕಾರಿಗಳಾದ ಅಕ್ಬರ್ ಅಲಿ ಪ್ರಕಟಣೆಯಲ್ಲಿ ತಿಳಿಸಿದ್ದಾರೆ. (318, 1874, 610, 2114)
section-divider (16, 1188, 1212, 1190)
event-photo-left (19, 901, 574, 1177)
weather-place: ಹೊಸಪೇಟೆ (1340, 811, 1379, 823)
main-headline: ಪರಿಸರ ರಕ್ಷಣೆಗೆ ಪ್ರತಿಯೊಬ್ಬರು ಕೈಜೋಡಿಸಬೇಕು – ನ್ಯಾ ಮಹಾಂತೇಶ ದರಗದ (51, 71, 1176, 124)
email-address[interactable]: hospettimes@gmail.com (1295, 718, 1478, 733)
mungaru-col-1: ಹೊಸಪೇಟೆ ಟೈಮ್ಸ್ ನ್ಯೂಸ್ ಬಳ್ಳಾರಿ: ಪ್ರಸಕ್ತ ಸಾಲಿನ ಮುಂಗಾರು ಹಂಗಾಮಿನಲ್ಲಿ ರೈತರು ಬೆಳೆದ ಬೆಳೆಗಳ ಮಾಹಿತಿಯನ್ನು ಮೊಬೈಲ್ ಆಪ್ ಮೂಲಕ ಬೆಳೆ ಸಮೀಕ್ಷೆ ಮಾಹಿತಿ ನಮೂದಿಸಲು ಅವಕಾಶವಿದ್ದು, ರೈತರು ಮೊಬೈಲ್ ಆಪ್ ಮೂಲಕ ಬೆಳೆ ಸಮೀಕ್ಷೆಯಲ್ಲಿ ಬೆಳೆಯ ವಿವರ ದಾಖಲಿಸಿ, ಬೆಳೆಯ ನಿಖರ ಮಾಹಿತಿ ನಮೂದು ಮಾಡಬಹುದು ಎಂದು ಜಂಟಿ ಕೃಷಿ ನಿರ್ದೇಶಕ ಸೋಮಸುಂದರ್ ಅವರು ತಿಳಿಸಿದ್ದಾರೆ. ರೈತರು ಬೆಳೆದ ಬೆಳೆಗಳ ಬಗ್ಗೆ ನಿಖರವಾದ ಮಾಹಿತಿ ಪಡೆದುಕೊಳ್ಳಲು ಇ-ಆಡಳಿತ ಇಲಾಖೆಯ ಅಭಿವೃದ್ಧಿಪಡಿಸಿರುವ ಮೊಬೈಲ್ ಆಪ್ ಮೂಲಕ ಬೆಳೆ ಸಮೀಕ್ಷೆ ನಡೆಸಲಾಗುತ್ತಿದೆ. ಬೆಳೆ ಸಮೀಕ್ಷೆ ದತ್ತಾಂಶ ಮಾಹಿತಿಯನ್ನು ಬೆಳೆ ವಿಸ್ತರಣೆ ಎಣಿಕೆ ಕಾರ್ಯಕ್ಕೆ, ಬೆಳೆ ಕಟಾವು ಪ್ರಯೋಗಕ್ಕೆ, ಪ್ರಕೃತಿ ವಿಕೋಪ ಸಂದರ್ಭದಲ್ಲಿ, ಬೆಳೆಹಾನಿ ಪರಿಹಾರ ವಿತರಣೆಗೆ, ಬೆಳೆ ವಿಮಾ ಯೋಜನೆ, ಬೆಂಬಲ ಬೆಲೆ ಯೋಜನೆ, ಆರ್.ಟಿ.ಸಿ.ಯಲ್ಲಿ ಬೆಳೆ ವಿವರ ದಾಖಲಿಸಲು, ಕೃಷಿ ಪತ್ತಿನ ಸಹಕಾರ ಸಂಘ ಹಾಗೂ ಗ್ರಾಮೀಣ ಬ್ಯಾಂಕುಗಳಲ್ಲಿ ಬೆಳೆ ಸಾಲ ಮಂಜೂರು ವಿವರಗಳು ಸೇರಿದಂತೆ ಎಲ್ಲಾ ಕಾರ್ಯಕ್ರಮಗಳಿಗೆ ಉಪಯೋಗಿಸಲಾಗುವುದು. (621, 1291, 905, 1549)
